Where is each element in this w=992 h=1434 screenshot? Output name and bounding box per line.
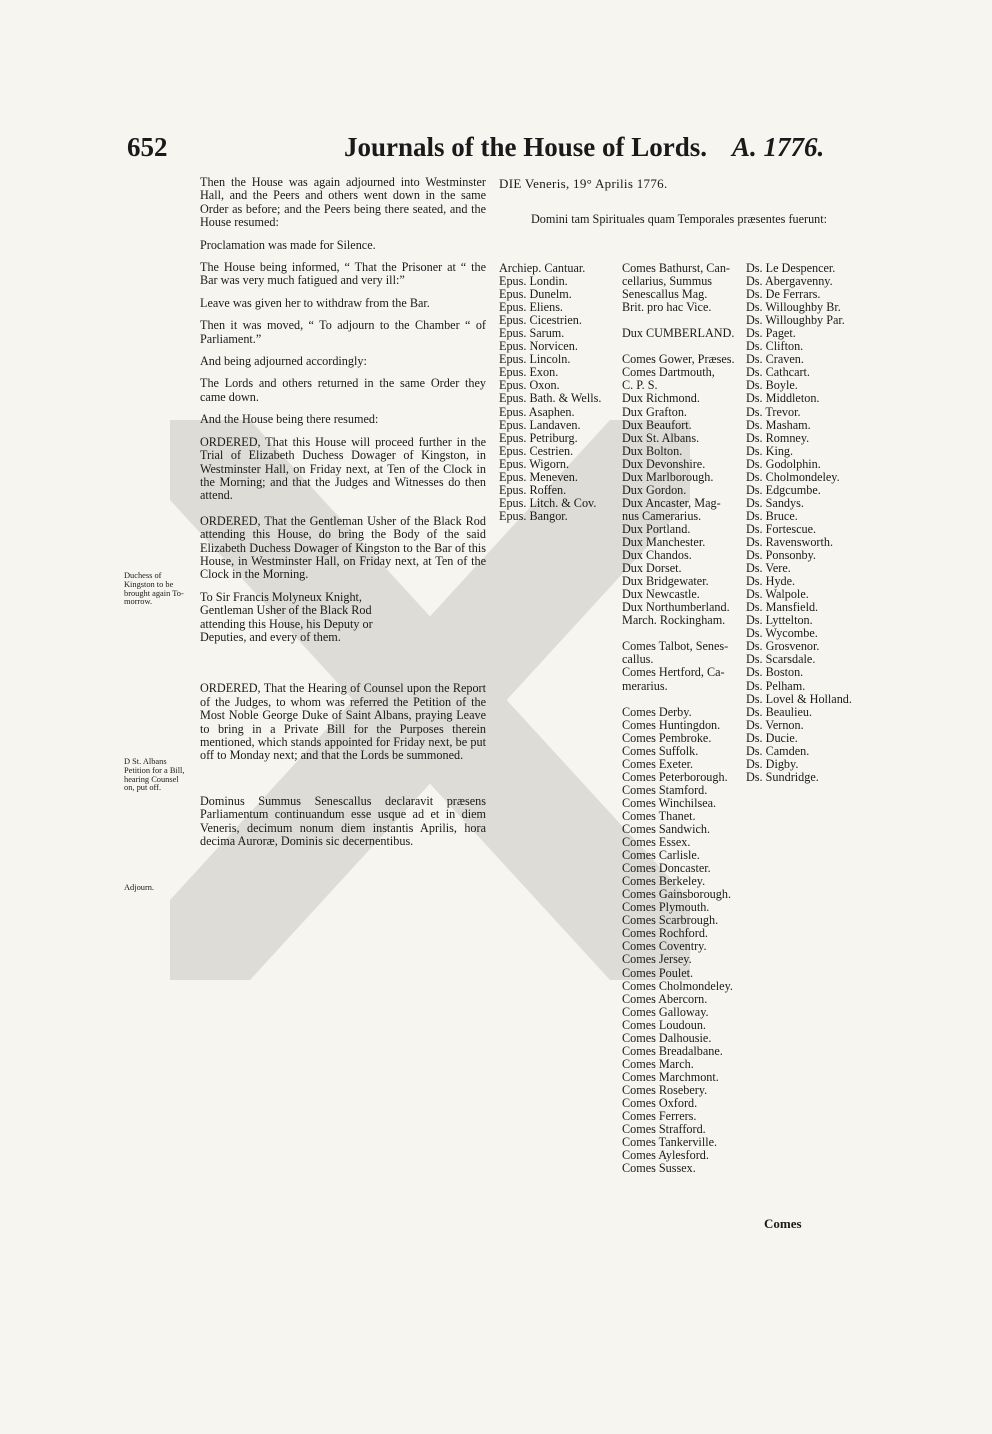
peer-entry: Dux Devonshire. — [622, 456, 706, 471]
baron-entry: Ds. De Ferrars. — [746, 287, 821, 302]
peer-entry: Dux Dorset. — [622, 561, 682, 576]
peer-entry: Comes Doncaster. — [622, 861, 711, 876]
peer-entry: Comes Rosebery. — [622, 1082, 708, 1097]
bishop-entry: Epus. Landaven. — [499, 417, 581, 432]
paragraph: Then it was moved, “ To adjourn to the Chamber “ of Parliament.” — [200, 318, 486, 346]
bishop-entry: Epus. Londin. — [499, 274, 568, 289]
baron-entry: Ds. Mansfield. — [746, 600, 819, 615]
baron-entry: Ds. Sandys. — [746, 495, 804, 510]
bishop-entry: Epus. Lincoln. — [499, 352, 571, 367]
peer-entry: Comes Oxford. — [622, 1096, 698, 1110]
margin-note: Duchess of Kingston to be brought again To-morrow. — [124, 571, 184, 607]
peer-entry: Comes Scarbrough. — [622, 913, 719, 928]
baron-entry: Ds. Godolphin. — [746, 456, 821, 471]
peer-entry: Dux St. Albans. — [622, 430, 700, 445]
baron-entry: Ds. Abergavenny. — [746, 274, 833, 289]
paragraph: And the House being there resumed: — [200, 412, 379, 427]
peer-entry: Comes Talbot, Senes- — [622, 639, 729, 654]
bishop-entry: Epus. Meneven. — [499, 469, 578, 484]
left-column — [200, 176, 486, 857]
bishop-entry: Epus. Petriburg. — [499, 430, 578, 445]
peer-entry: Dux Bolton. — [622, 443, 683, 458]
baron-entry: Ds. Digby. — [746, 756, 799, 771]
baron-entry: Ds. Bruce. — [746, 508, 798, 523]
writ-address: To Sir Francis Molyneux Knight, Gentleman Usher of the Black Rod attending this House, his Deputy or Deputies, and every of them. — [200, 589, 373, 644]
margin-note: D St. Albans Petition for a Bill, hearing Counsel on, put off. — [124, 757, 185, 793]
bishop-entry: Epus. Asaphen. — [499, 404, 575, 419]
peer-entry: Dux Northumberland. — [622, 600, 730, 615]
peer-entry: Comes Ferrers. — [622, 1109, 697, 1124]
baron-entry: Ds. Walpole. — [746, 587, 809, 602]
baron-entry: Ds. Pelham. — [746, 678, 806, 693]
baron-entry: Ds. Willoughby Par. — [746, 313, 845, 328]
baron-entry: Ds. Boston. — [746, 665, 804, 680]
peer-entry: Comes Carlisle. — [622, 848, 700, 863]
peer-entry: Dux Ancaster, Mag- — [622, 495, 721, 510]
peer-entry: Comes Tankerville. — [622, 1135, 718, 1150]
bishop-entry: Epus. Litch. & Cov. — [499, 495, 597, 510]
bishops-list — [499, 262, 619, 523]
baron-entry: Ds. Le Despencer. — [746, 261, 836, 275]
peer-entry: Comes Breadalbane. — [622, 1043, 723, 1058]
peer-entry: Comes Huntingdon. — [622, 717, 721, 732]
baron-entry: Ds. Edgcumbe. — [746, 482, 821, 497]
baron-entry: Ds. Middleton. — [746, 391, 820, 406]
peer-entry: Comes Peterborough. — [622, 769, 728, 784]
baron-entry: Ds. Scarsdale. — [746, 652, 816, 667]
baron-entry: Ds. Fortescue. — [746, 521, 817, 536]
peer-entry: C. P. S. — [622, 378, 658, 393]
paragraph: And being adjourned accordingly: — [200, 354, 367, 369]
peer-entry: Comes Winchilsea. — [622, 795, 717, 810]
peer-entry: Comes Dartmouth, — [622, 365, 715, 380]
baron-entry: Ds. Vere. — [746, 561, 791, 576]
peer-entry: Dux Gordon. — [622, 482, 687, 497]
baron-entry: Ds. Hyde. — [746, 574, 796, 589]
baron-entry: Ds. Ducie. — [746, 730, 798, 745]
paragraph: Leave was given her to withdraw from the Bar. — [200, 295, 430, 310]
peer-entry: Comes Jersey. — [622, 952, 692, 967]
peer-entry: Comes Rochford. — [622, 926, 708, 941]
paragraph: Then the House was again adjourned into Westminster Hall, and the Peers and others went down in the same Order as before; and the Peers being there seated, and the House resumed: — [200, 175, 486, 230]
bishop-entry: Epus. Sarum. — [499, 326, 565, 341]
bishop-entry: Epus. Norvicen. — [499, 339, 578, 354]
bishop-entry: Epus. Exon. — [499, 365, 559, 380]
date-line: DIE Veneris, 19° Aprilis 1776. — [499, 176, 668, 191]
baron-entry: Ds. Ravensworth. — [746, 534, 833, 549]
margin-note: Adjourn. — [124, 883, 155, 892]
order-paragraph: ORDERED, That the Gentleman Usher of the Black Rod attending this House, do bring the Body of the said Elizabeth Duchess Dowager of Kingston to the Bar of this House, in Westminster Hall, on Friday next, at Ten of the Clock in the Morning. — [200, 513, 486, 582]
peer-entry: Comes Aylesford. — [622, 1148, 709, 1163]
peer-entry: Comes Abercorn. — [622, 991, 708, 1006]
baron-entry: Ds. Vernon. — [746, 717, 804, 732]
baron-entry: Ds. Grosvenor. — [746, 639, 820, 654]
baron-entry: Ds. Cathcart. — [746, 365, 810, 380]
peer-entry: Comes Galloway. — [622, 1004, 709, 1019]
bishop-entry: Epus. Oxon. — [499, 378, 560, 393]
peer-entry: Comes Essex. — [622, 835, 691, 850]
present-line: Domini tam Spirituales quam Temporales præsentes fuerunt: — [530, 212, 828, 226]
peer-entry: Comes Strafford. — [622, 1122, 706, 1137]
baron-entry: Ds. Lovel & Holland. — [746, 691, 852, 706]
peer-entry: Comes Loudoun. — [622, 1017, 706, 1032]
order-paragraph: ORDERED, That the Hearing of Counsel upon the Report of the Judges, to whom was referred the Petition of the Most Noble George Duke of Saint Albans, praying Leave to bring in a Private Bill for the Purposes therein mentioned, which stands appointed for Friday next, be put off to Monday next; and that the Lords be summoned. — [200, 681, 486, 763]
baron-entry: Ds. Willoughby Br. — [746, 300, 841, 315]
bishop-entry: Epus. Roffen. — [499, 482, 567, 497]
peer-entry: Comes Sandwich. — [622, 822, 711, 837]
peers-list — [622, 262, 744, 1175]
baron-entry: Ds. King. — [746, 443, 794, 458]
peer-entry: Comes Exeter. — [622, 756, 694, 771]
peer-entry: cellarius, Summus — [622, 274, 713, 289]
peer-entry: Comes Derby. — [622, 704, 692, 719]
peer-entry: Dux Manchester. — [622, 534, 706, 549]
baron-entry: Ds. Paget. — [746, 326, 796, 341]
peer-entry: nus Camerarius. — [622, 508, 702, 523]
peer-entry: Dux Richmond. — [622, 391, 700, 406]
peer-entry: Comes Berkeley. — [622, 874, 706, 889]
peer-entry: Dux Marlborough. — [622, 469, 714, 484]
peer-entry: Dux Bridgewater. — [622, 574, 709, 589]
peer-entry: Comes Suffolk. — [622, 743, 699, 758]
peer-entry: merarius. — [622, 678, 668, 693]
peer-entry: Dux Portland. — [622, 521, 691, 536]
baron-entry: Ds. Masham. — [746, 417, 811, 432]
peer-entry: Comes Sussex. — [622, 1161, 696, 1176]
page-title: Journals of the House of Lords. — [344, 132, 708, 162]
page-year: A. 1776. — [732, 132, 825, 162]
baron-entry: Ds. Romney. — [746, 430, 810, 445]
baron-entry: Ds. Craven. — [746, 352, 804, 367]
baron-entry: Ds. Sundridge. — [746, 769, 819, 784]
peer-entry: Comes Poulet. — [622, 965, 694, 980]
peer-entry: Comes Bathurst, Can- — [622, 261, 730, 275]
page-number: 652 — [127, 132, 168, 162]
peer-entry: Comes Dalhousie. — [622, 1030, 712, 1045]
peer-entry: Comes Hertford, Ca- — [622, 665, 725, 680]
peer-entry: Dux Chandos. — [622, 548, 692, 563]
bishop-entry: Epus. Cestrien. — [499, 443, 574, 458]
baron-entry: Ds. Camden. — [746, 743, 810, 758]
order-paragraph: ORDERED, That this House will proceed further in the Trial of Elizabeth Duchess Dowager of Kingston, in Westminster Hall, on Friday next, at Ten of the Clock in the Morning; and that the Judges and Witnesses do then attend. — [200, 434, 486, 503]
peer-entry: March. Rockingham. — [622, 613, 726, 628]
bishop-entry: Epus. Dunelm. — [499, 287, 572, 302]
bishop-entry: Epus. Cicestrien. — [499, 313, 582, 328]
peer-entry — [622, 693, 744, 706]
peer-entry: Comes Coventry. — [622, 939, 707, 954]
peer-entry: Comes Marchmont. — [622, 1069, 719, 1084]
paragraph: Proclamation was made for Silence. — [200, 237, 376, 252]
peer-entry: Comes Cholmondeley. — [622, 978, 733, 993]
baron-entry: Ds. Beaulieu. — [746, 704, 813, 719]
baron-entry: Ds. Wycombe. — [746, 626, 818, 641]
bishop-entry: Archiep. Cantuar. — [499, 261, 586, 275]
peer-entry: Brit. pro hac Vice. — [622, 300, 712, 315]
baron-entry: Ds. Lyttelton. — [746, 613, 813, 628]
paragraph: The House being informed, “ That the Prisoner at “ the Bar was very much fatigued and very ill:” — [200, 260, 486, 288]
peer-entry: Comes Stamford. — [622, 782, 708, 797]
baron-entry: Ds. Boyle. — [746, 378, 798, 393]
paragraph: The Lords and others returned in the same Order they came down. — [200, 376, 486, 404]
bishop-entry: Epus. Bangor. — [499, 508, 568, 523]
baron-entry: Ds. Cholmondeley. — [746, 469, 840, 484]
peer-entry: Comes Gower, Præses. — [622, 352, 735, 367]
bishop-entry: Epus. Bath. & Wells. — [499, 391, 602, 406]
bishop-entry: Epus. Eliens. — [499, 300, 563, 315]
peer-entry: Comes Pembroke. — [622, 730, 712, 745]
bishop-entry: Epus. Wigorn. — [499, 456, 570, 471]
peer-entry: Comes Plymouth. — [622, 900, 710, 915]
barons-list — [746, 262, 858, 784]
peer-entry: Dux CUMBERLAND. — [622, 326, 735, 341]
peer-entry: Comes Gainsborough. — [622, 887, 732, 902]
baron-entry: Ds. Clifton. — [746, 339, 804, 354]
peer-entry: Dux Beaufort. — [622, 417, 692, 432]
peer-entry: Senescallus Mag. — [622, 287, 708, 302]
baron-entry: Ds. Trevor. — [746, 404, 801, 419]
peer-entry: callus. — [622, 652, 654, 667]
peer-entry: Dux Newcastle. — [622, 587, 700, 602]
peer-entry: Dux Grafton. — [622, 404, 687, 419]
catchword: Comes — [764, 1216, 802, 1231]
baron-entry: Ds. Ponsonby. — [746, 548, 816, 563]
peer-entry: Comes Thanet. — [622, 808, 696, 823]
adjournment-paragraph: Dominus Summus Senescallus declaravit præsens Parliamentum continuandum esse usque ad et in diem Veneris, decimum nonum diem instantis Aprilis, hora decima Auroræ, Dominis sic decernentibus. — [200, 793, 486, 849]
peer-entry: Comes March. — [622, 1056, 694, 1071]
